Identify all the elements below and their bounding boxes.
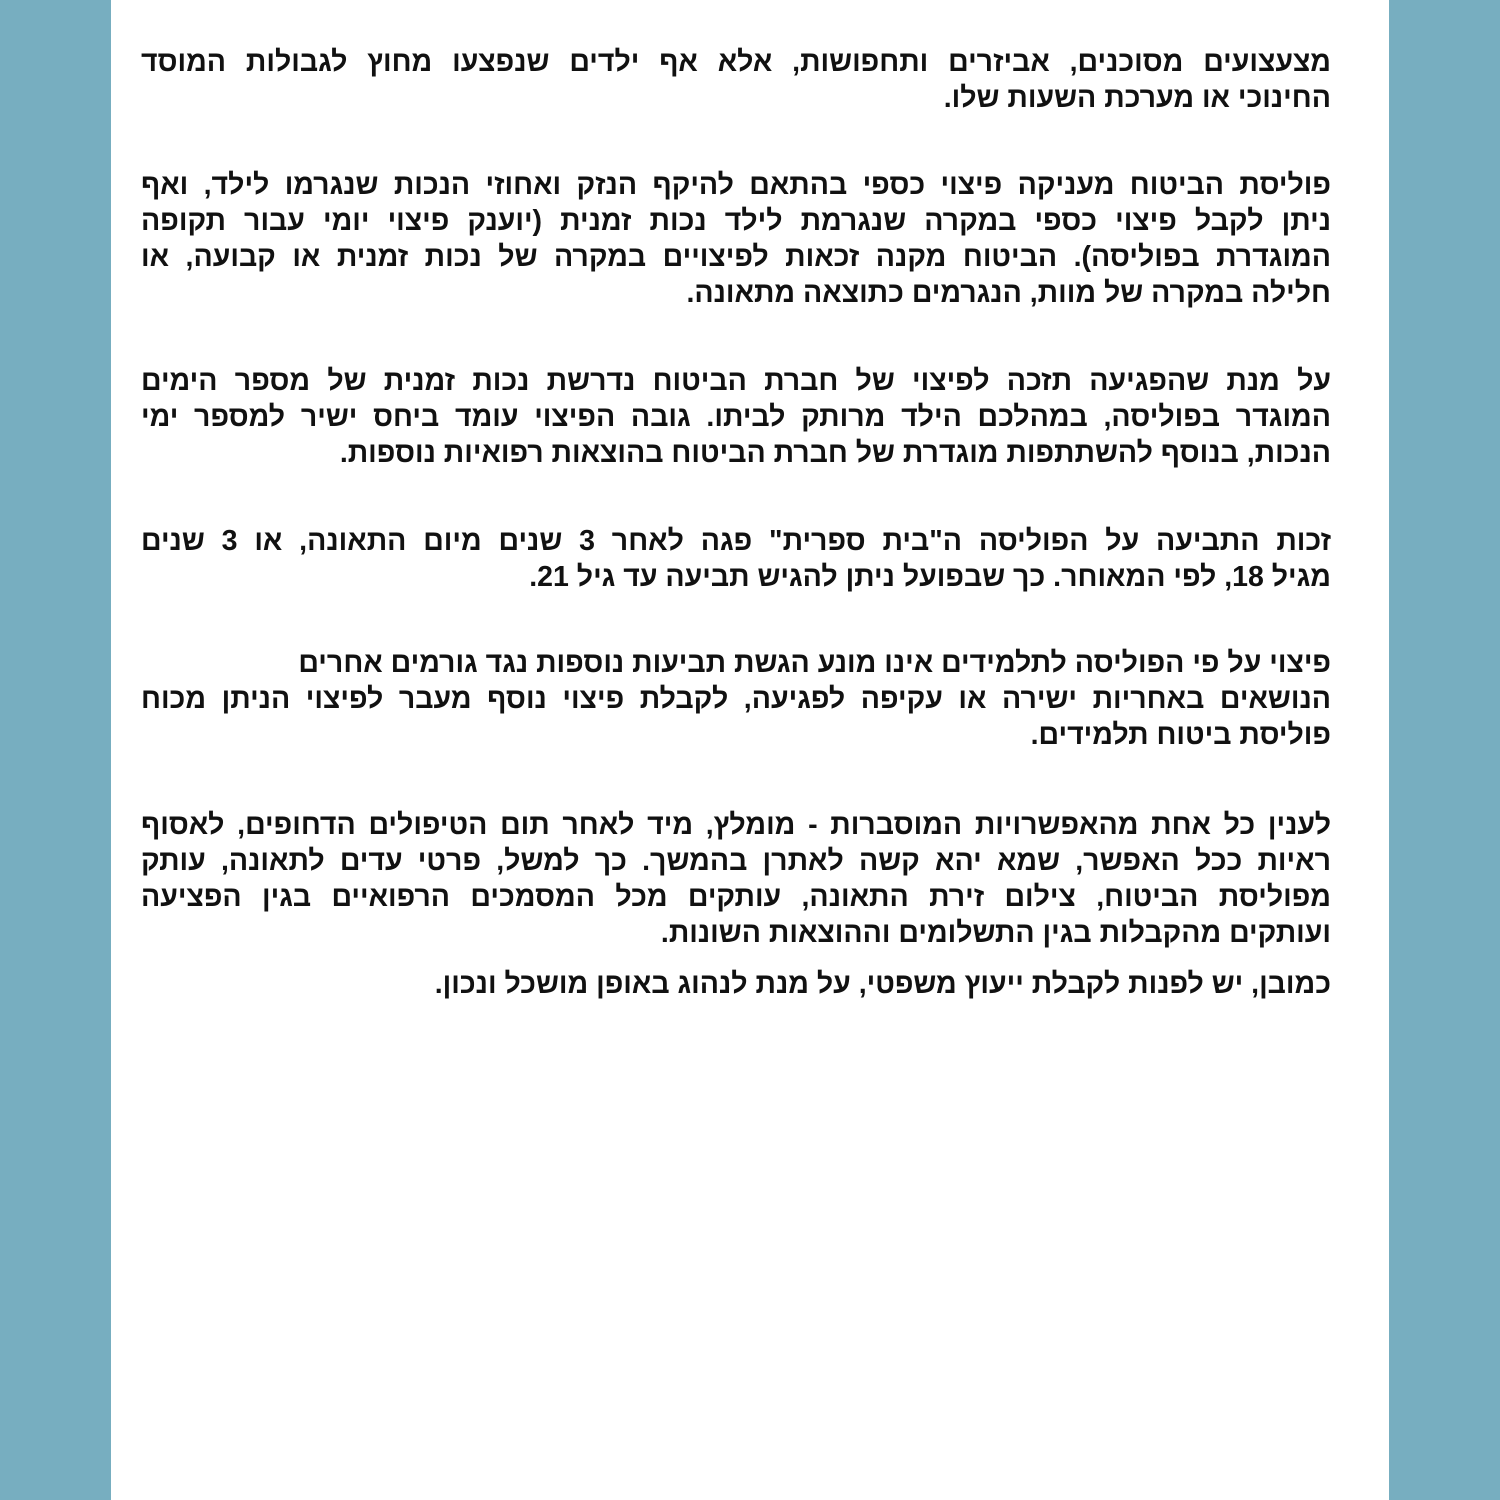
text-line: על מנת שהפגיעה תזכה לפיצוי של חברת הביטוח נדרשת נכות זמנית של מספר הימים: [141, 365, 1331, 397]
text-line: ועותקים מהקבלות בגין התשלומים וההוצאות השונות.: [660, 917, 1331, 949]
text-line: פיצוי על פי הפוליסה לתלמידים אינו מונע הגשת תביעות נוספות נגד גורמים אחרים: [298, 647, 1331, 679]
text-line: החינוכי או מערכת השעות שלו.: [943, 82, 1331, 114]
text-line: מגיל 18, לפי המאוחר. כך שבפועל ניתן להגיש תביעה עד גיל 21.: [529, 561, 1331, 593]
text-line: מצעצועים מסוכנים, אביזרים ותחפושות, אלא אף ילדים שנפצעו מחוץ לגבולות המוסד: [141, 46, 1331, 78]
text-line: מפוליסת הביטוח, צילום זירת התאונה, עותקים מכל המסמכים הרפואיים בגין הפציעה: [141, 881, 1331, 913]
text-line: לענין כל אחת מהאפשרויות המוסברות - מומלץ, מיד לאחר תום הטיפולים הדחופים, לאסוף: [141, 809, 1331, 841]
text-line: המוגדרת בפוליסה). הביטוח מקנה זכאות לפיצויים במקרה של נכות זמנית או קבועה, או: [141, 241, 1331, 273]
paragraph-6: [141, 807, 1331, 951]
paragraph-5: [141, 645, 1331, 753]
text-line: חלילה במקרה של מוות, הנגרמים כתוצאה מתאונה.: [686, 277, 1331, 309]
text-line: כמובן, יש לפנות לקבלת ייעוץ משפטי, על מנת לנהוג באופן מושכל ונכון.: [434, 968, 1331, 1000]
text-line: פוליסת ביטוח תלמידים.: [1030, 719, 1331, 751]
text-line: ראיות ככל האפשר, שמא יהא קשה לאתרן בהמשך. כך למשל, פרטי עדים לתאונה, עותק: [141, 845, 1331, 877]
paragraph-7: [141, 966, 1331, 1002]
text-line: המוגדר בפוליסה, במהלכם הילד מרותק לביתו. גובה הפיצוי עומד ביחס ישיר למספר ימי: [141, 401, 1331, 433]
paragraph-3: [141, 363, 1331, 471]
document-body: [141, 44, 1331, 1002]
text-line: פוליסת הביטוח מעניקה פיצוי כספי בהתאם להיקף הנזק ואחוזי הנכות שנגרמו לילד, ואף: [141, 169, 1331, 201]
document-page: [111, 0, 1389, 1500]
text-line: הנכות, בנוסף להשתתפות מוגדרת של חברת הביטוח בהוצאות רפואיות נוספות.: [339, 437, 1331, 469]
paragraph-4: [141, 523, 1331, 595]
text-line: הנושאים באחריות ישירה או עקיפה לפגיעה, לקבלת פיצוי נוסף מעבר לפיצוי הניתן מכוח: [141, 683, 1331, 715]
text-line: ניתן לקבל פיצוי כספי במקרה שנגרמת לילד נכות זמנית (יוענק פיצוי יומי עבור תקופה: [141, 205, 1331, 237]
text-line: זכות התביעה על הפוליסה ה"בית ספרית" פגה לאחר 3 שנים מיום התאונה, או 3 שנים: [141, 525, 1331, 557]
paragraph-2: [141, 167, 1331, 311]
paragraph-1: [141, 44, 1331, 116]
